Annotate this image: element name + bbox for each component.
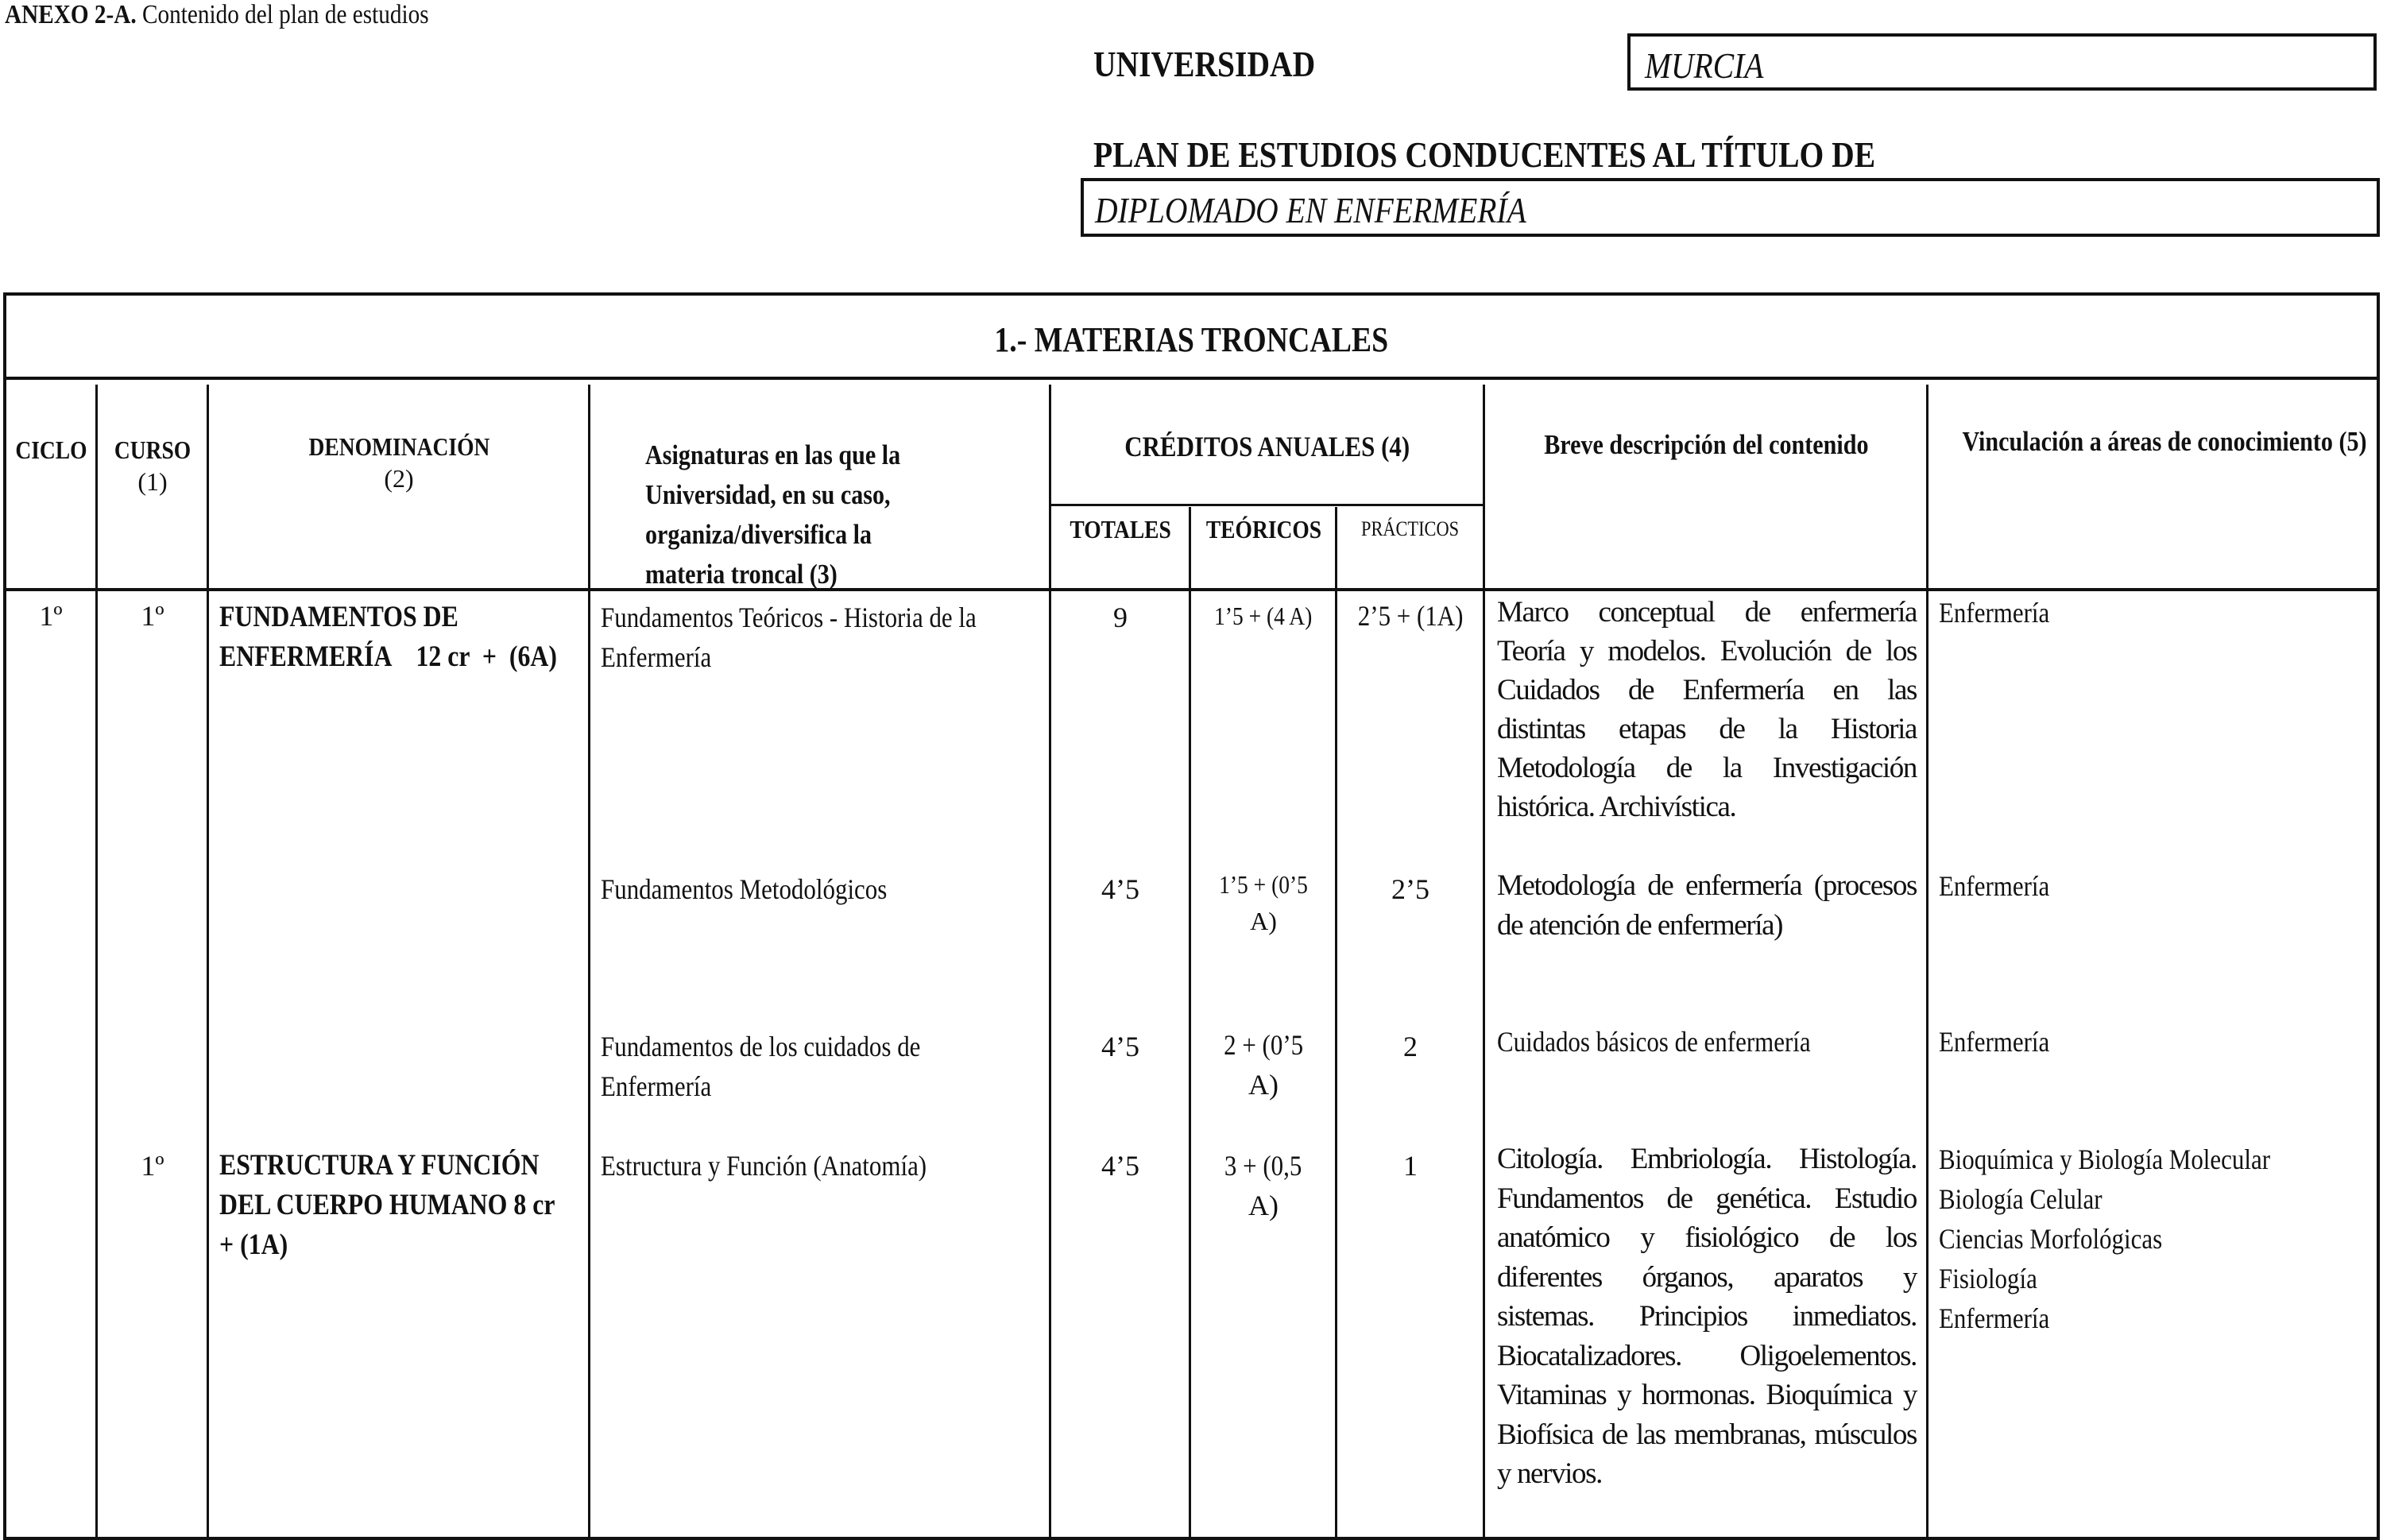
header-descripcion: Breve descripción del contenido [1543,429,1869,460]
degree-box [1081,178,2380,237]
header-divider [3,588,2380,591]
row1-totales: 9 [1113,602,1128,633]
row1-ciclo: 1º [39,600,63,632]
row2-practicos: 2’5 [1391,873,1429,905]
row2-descripcion: Metodología de enfermería (procesos de atención de enfermería) [1497,869,1917,942]
header-denominacion: DENOMINACIÓN (2) [308,432,489,493]
row3-totales: 4’5 [1101,1031,1139,1062]
header-creditos: CRÉDITOS ANUALES (4) [1124,431,1410,462]
row1-vinculacion: Enfermería [1939,597,2050,629]
header-vinculacion: Vinculación a áreas de conocimiento (5) [1962,426,2367,457]
plan-title-label: PLAN DE ESTUDIOS CONDUCENTES AL TÍTULO DE [1093,134,1876,175]
degree-value: DIPLOMADO EN ENFERMERÍA [1095,190,1526,230]
row4-descripcion: Citología. Embriología. Histología. Fundamentos de genética. Estudio anatómico y fisiológico de los diferentes órganos, aparatos y sistemas. Principios inmediatos. Biocatalizadores. Oligoelementos. Vitaminas y hormonas. Bioquímica y Biofísica de las membranas, músculos y nervios. [1497,1143,1917,1490]
section-title: 1.- MATERIAS TRONCALES [994,320,1389,359]
row4-practicos: 1 [1403,1150,1418,1182]
row3-practicos: 2 [1403,1031,1418,1062]
col-divider-ciclo [95,385,98,1537]
row3-descripcion: Cuidados básicos de enfermería [1497,1026,1811,1058]
row4-asignatura: Estructura y Función (Anatomía) [601,1150,927,1182]
credits-subheader-divider [1049,504,1483,506]
university-box [1627,33,2377,91]
header-teoricos: TEÓRICOS [1205,515,1321,544]
col-divider-teoricos [1335,507,1337,1537]
row1-practicos: 2’5 + (1A) [1357,600,1464,632]
row4-vinculacion: Bioquímica y Biología Molecular Biología Celular Ciencias Morfológicas Fisiología Enfermería [1939,1143,2271,1334]
annex-label: ANEXO 2-A. [5,0,137,29]
col-divider-curso [207,385,209,1537]
row4-totales: 4’5 [1101,1150,1139,1182]
header-totales: TOTALES [1070,515,1171,544]
row1-curso: 1º [141,600,164,632]
row2-teoricos: 1’5 + (0’5 A) [1219,870,1308,935]
row2-vinculacion: Enfermería [1939,870,2050,902]
row2-asignatura: Fundamentos Metodológicos [601,873,888,905]
col-divider-creditos [1483,385,1485,1537]
annex-description: Contenido del plan de estudios [136,0,429,29]
row3-vinculacion: Enfermería [1939,1026,2050,1058]
row4-teoricos: 3 + (0,5 A) [1224,1150,1302,1221]
col-divider-denominacion [588,385,590,1537]
university-value: MURCIA [1645,45,1764,86]
annex-title [5,0,429,30]
col-divider-totales [1189,507,1191,1537]
row4-curso: 1º [141,1150,164,1182]
section-divider [3,377,2380,380]
row1-asignatura: Fundamentos Teóricos - Historia de la Enfermería [601,602,977,673]
row4-denominacion: ESTRUCTURA Y FUNCIÓN DEL CUERPO HUMANO 8 cr + (1A) [219,1149,555,1261]
header-ciclo: CICLO [14,435,87,464]
row1-teoricos: 1’5 + (4 A) [1214,602,1313,630]
row2-totales: 4’5 [1101,873,1139,905]
university-label: UNIVERSIDAD [1093,44,1316,84]
header-practicos: PRÁCTICOS [1361,517,1460,540]
header-curso: CURSO (1) [114,435,191,496]
row3-asignatura: Fundamentos de los cuidados de Enfermería [601,1031,921,1102]
row3-teoricos: 2 + (0’5 A) [1223,1029,1304,1101]
header-asignaturas: Asignaturas en las que la Universidad, en su caso, organiza/diversifica la materia troncal (3) [645,439,901,590]
row1-denominacion: FUNDAMENTOS DE ENFERMERÍA 12 cr + (6A) [219,601,557,673]
col-divider-asignaturas [1049,385,1051,1537]
row1-descripcion: Marco conceptual de enfermería Teoría y modelos. Evolución de los Cuidados de Enfermería en las distintas etapas de la Historia Metodología de la Investigación histórica. Archivística. [1497,596,1917,823]
col-divider-descripcion [1926,385,1928,1537]
